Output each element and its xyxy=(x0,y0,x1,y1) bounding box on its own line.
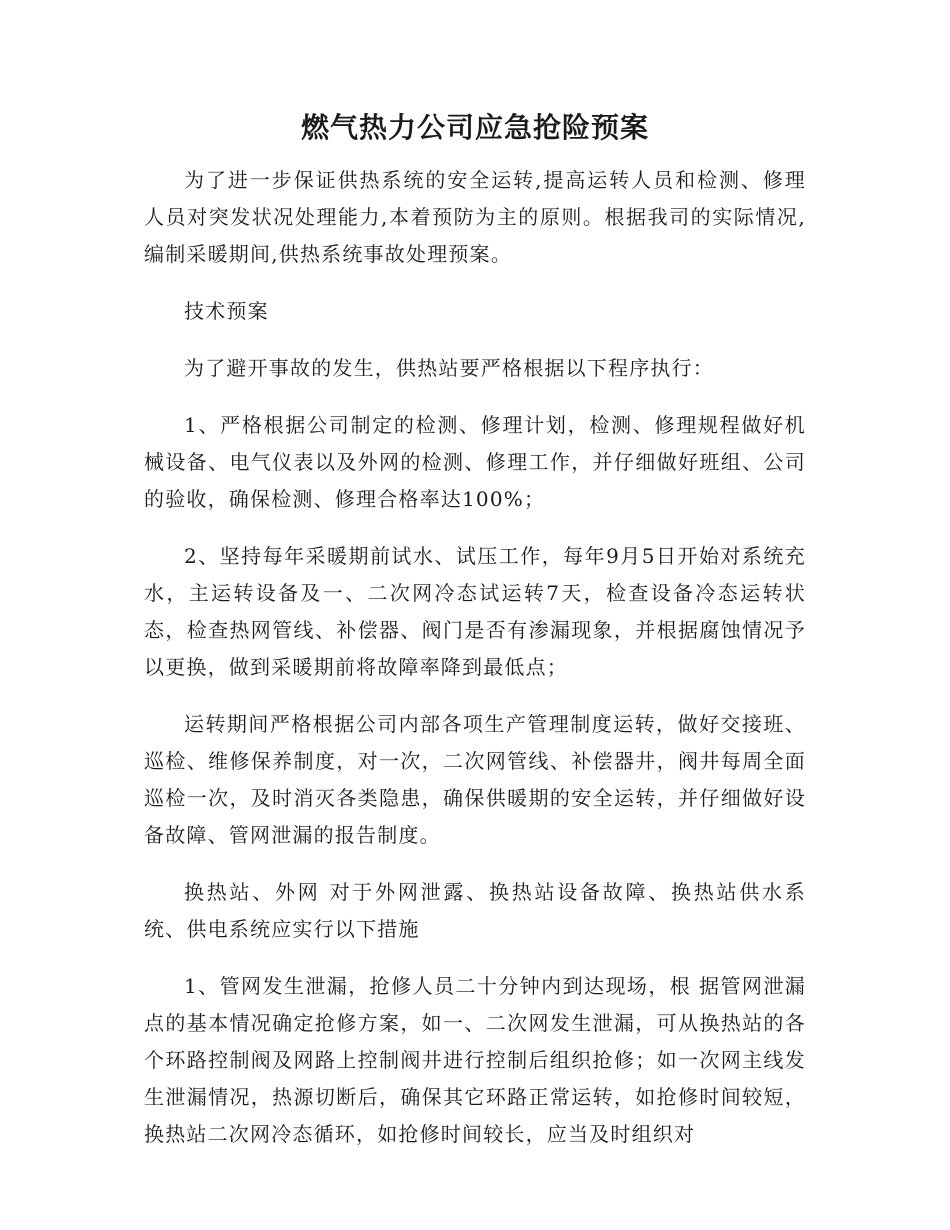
paragraph-station-network-measures: 换热站、外网 对于外网泄露、换热站设备故障、换热站供水系统、供电系统应实行以下措施 xyxy=(144,880,806,941)
paragraph-item-2-pressure-test: 2、坚持每年采暖期前试水、试压工作，每年9月5日开始对系统充水，主运转设备及一、二次网冷态试运转7天，检查设备冷态运转状态，检查热网管线、补偿器、阀门是否有渗漏现象，并根据腐蚀情况予以更换，做到采暖期前将故障率降到最低点； xyxy=(144,544,806,679)
document-title: 燃气热力公司应急抢险预案 xyxy=(300,111,649,144)
paragraph-procedure-intro: 为了避开事故的发生，供热站要严格根据以下程序执行： xyxy=(184,356,714,380)
paragraph-item-1-leak-repair: 1、管网发生泄漏，抢修人员二十分钟内到达现场，根 据管网泄漏点的基本情况确定抢修方案，如一、二次网发生泄漏，可从换热站的各个环路控制阀及网路上控制阀井进行控制后组织抢修；如一次网主线发生泄漏情况，热源切断后，确保其它环路正常运转，如抢修时间较短，换热站二次网冷态循环，如抢修时间较长，应当及时组织对 xyxy=(144,974,806,1146)
document-body xyxy=(144,162,806,1153)
paragraph-heading-technical-plan: 技术预案 xyxy=(184,299,269,323)
paragraph-operation-period: 运转期间严格根据公司内部各项生产管理制度运转，做好交接班、巡检、维修保养制度，对一次，二次网管线、补偿器井，阀井每周全面巡检一次，及时消灭各类隐患，确保供暖期的安全运转，并仔细做好设备故障、管网泄漏的报告制度。 xyxy=(144,712,806,847)
paragraph-intro: 为了进一步保证供热系统的安全运转,提高运转人员和检测、修理人员对突发状况处理能力,本着预防为主的原则。根据我司的实际情况,编制采暖期间,供热系统事故处理预案。 xyxy=(144,168,806,266)
paragraph-item-1-maintenance: 1、严格根据公司制定的检测、修理计划，检测、修理规程做好机械设备、电气仪表以及外网的检测、修理工作，并仔细做好班组、公司的验收，确保检测、修理合格率达100%； xyxy=(144,413,806,511)
